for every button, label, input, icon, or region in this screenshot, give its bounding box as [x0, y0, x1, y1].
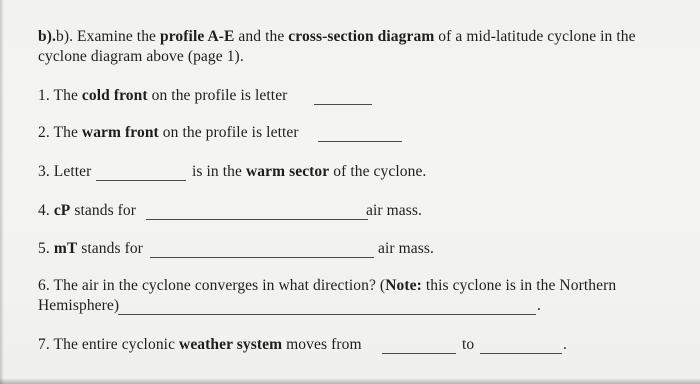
- page-edge-shadow: [0, 0, 4, 384]
- q5-mid: stands for: [77, 240, 143, 257]
- intro-line-1: [38, 28, 636, 46]
- intro-suffix: of a mid-latitude cyclone in the: [434, 28, 636, 45]
- q1-prefix: 1. The: [38, 87, 82, 104]
- q2-suffix: on the profile is letter: [158, 124, 299, 141]
- question-6-line-1: [38, 277, 616, 295]
- q1-suffix: on the profile is letter: [147, 87, 288, 104]
- q7-bold: weather system: [179, 336, 283, 353]
- page-bottom-shadow: [0, 378, 700, 384]
- q1-answer-blank[interactable]: [314, 104, 372, 105]
- q3-answer-blank[interactable]: [96, 180, 186, 181]
- q7-from-blank[interactable]: [382, 353, 456, 354]
- q6-end: .: [537, 297, 541, 314]
- question-6-line-2: Hemisphere): [38, 297, 120, 314]
- q6-answer-blank[interactable]: [118, 314, 536, 315]
- q7-mid: moves from: [282, 336, 362, 353]
- q3-bold: warm sector: [245, 163, 330, 180]
- q6-text: 6. The air in the cyclone converges in what direction? (: [38, 277, 386, 294]
- q6-note-rest: this cyclone is in the Northern: [421, 277, 617, 294]
- intro-bold-profile: profile A-E: [160, 28, 235, 45]
- intro-prefix: b). Examine the: [55, 28, 161, 45]
- question-3-prefix: 3. Letter: [38, 163, 92, 180]
- q5-bold: mT: [53, 240, 78, 257]
- q4-bold: cP: [53, 202, 71, 219]
- question-4: [38, 202, 136, 220]
- q2-answer-blank[interactable]: [318, 141, 402, 142]
- intro-line-2: cyclone diagram above (page 1).: [38, 48, 244, 65]
- q3-suffix: of the cyclone.: [329, 163, 427, 180]
- question-5: [38, 240, 143, 258]
- q5-suffix: air mass.: [378, 240, 434, 257]
- q7-to-blank[interactable]: [480, 353, 562, 354]
- q2-prefix: 2. The: [38, 124, 82, 141]
- q4-mid: stands for: [70, 202, 137, 219]
- q2-bold: warm front: [81, 124, 159, 141]
- q7-prefix: 7. The entire cyclonic: [38, 336, 180, 353]
- q6-note-bold: Note:: [385, 277, 422, 294]
- intro-mid: and the: [234, 28, 289, 45]
- q7-end: .: [563, 336, 567, 353]
- intro-label: b).: [38, 28, 56, 45]
- q5-prefix: 5.: [38, 240, 54, 257]
- question-1: [38, 87, 287, 105]
- question-7: [38, 336, 362, 354]
- question-3-rest: [192, 163, 426, 181]
- q1-bold: cold front: [81, 87, 148, 104]
- q4-answer-blank[interactable]: [146, 219, 368, 220]
- question-2: [38, 124, 299, 142]
- q7-to-label: to: [462, 336, 475, 353]
- q5-answer-blank[interactable]: [150, 257, 374, 258]
- q4-suffix: air mass.: [366, 202, 422, 219]
- q3-mid: is in the: [192, 163, 246, 180]
- intro-bold-cross-section: cross-section diagram: [288, 28, 435, 45]
- q4-prefix: 4.: [38, 202, 54, 219]
